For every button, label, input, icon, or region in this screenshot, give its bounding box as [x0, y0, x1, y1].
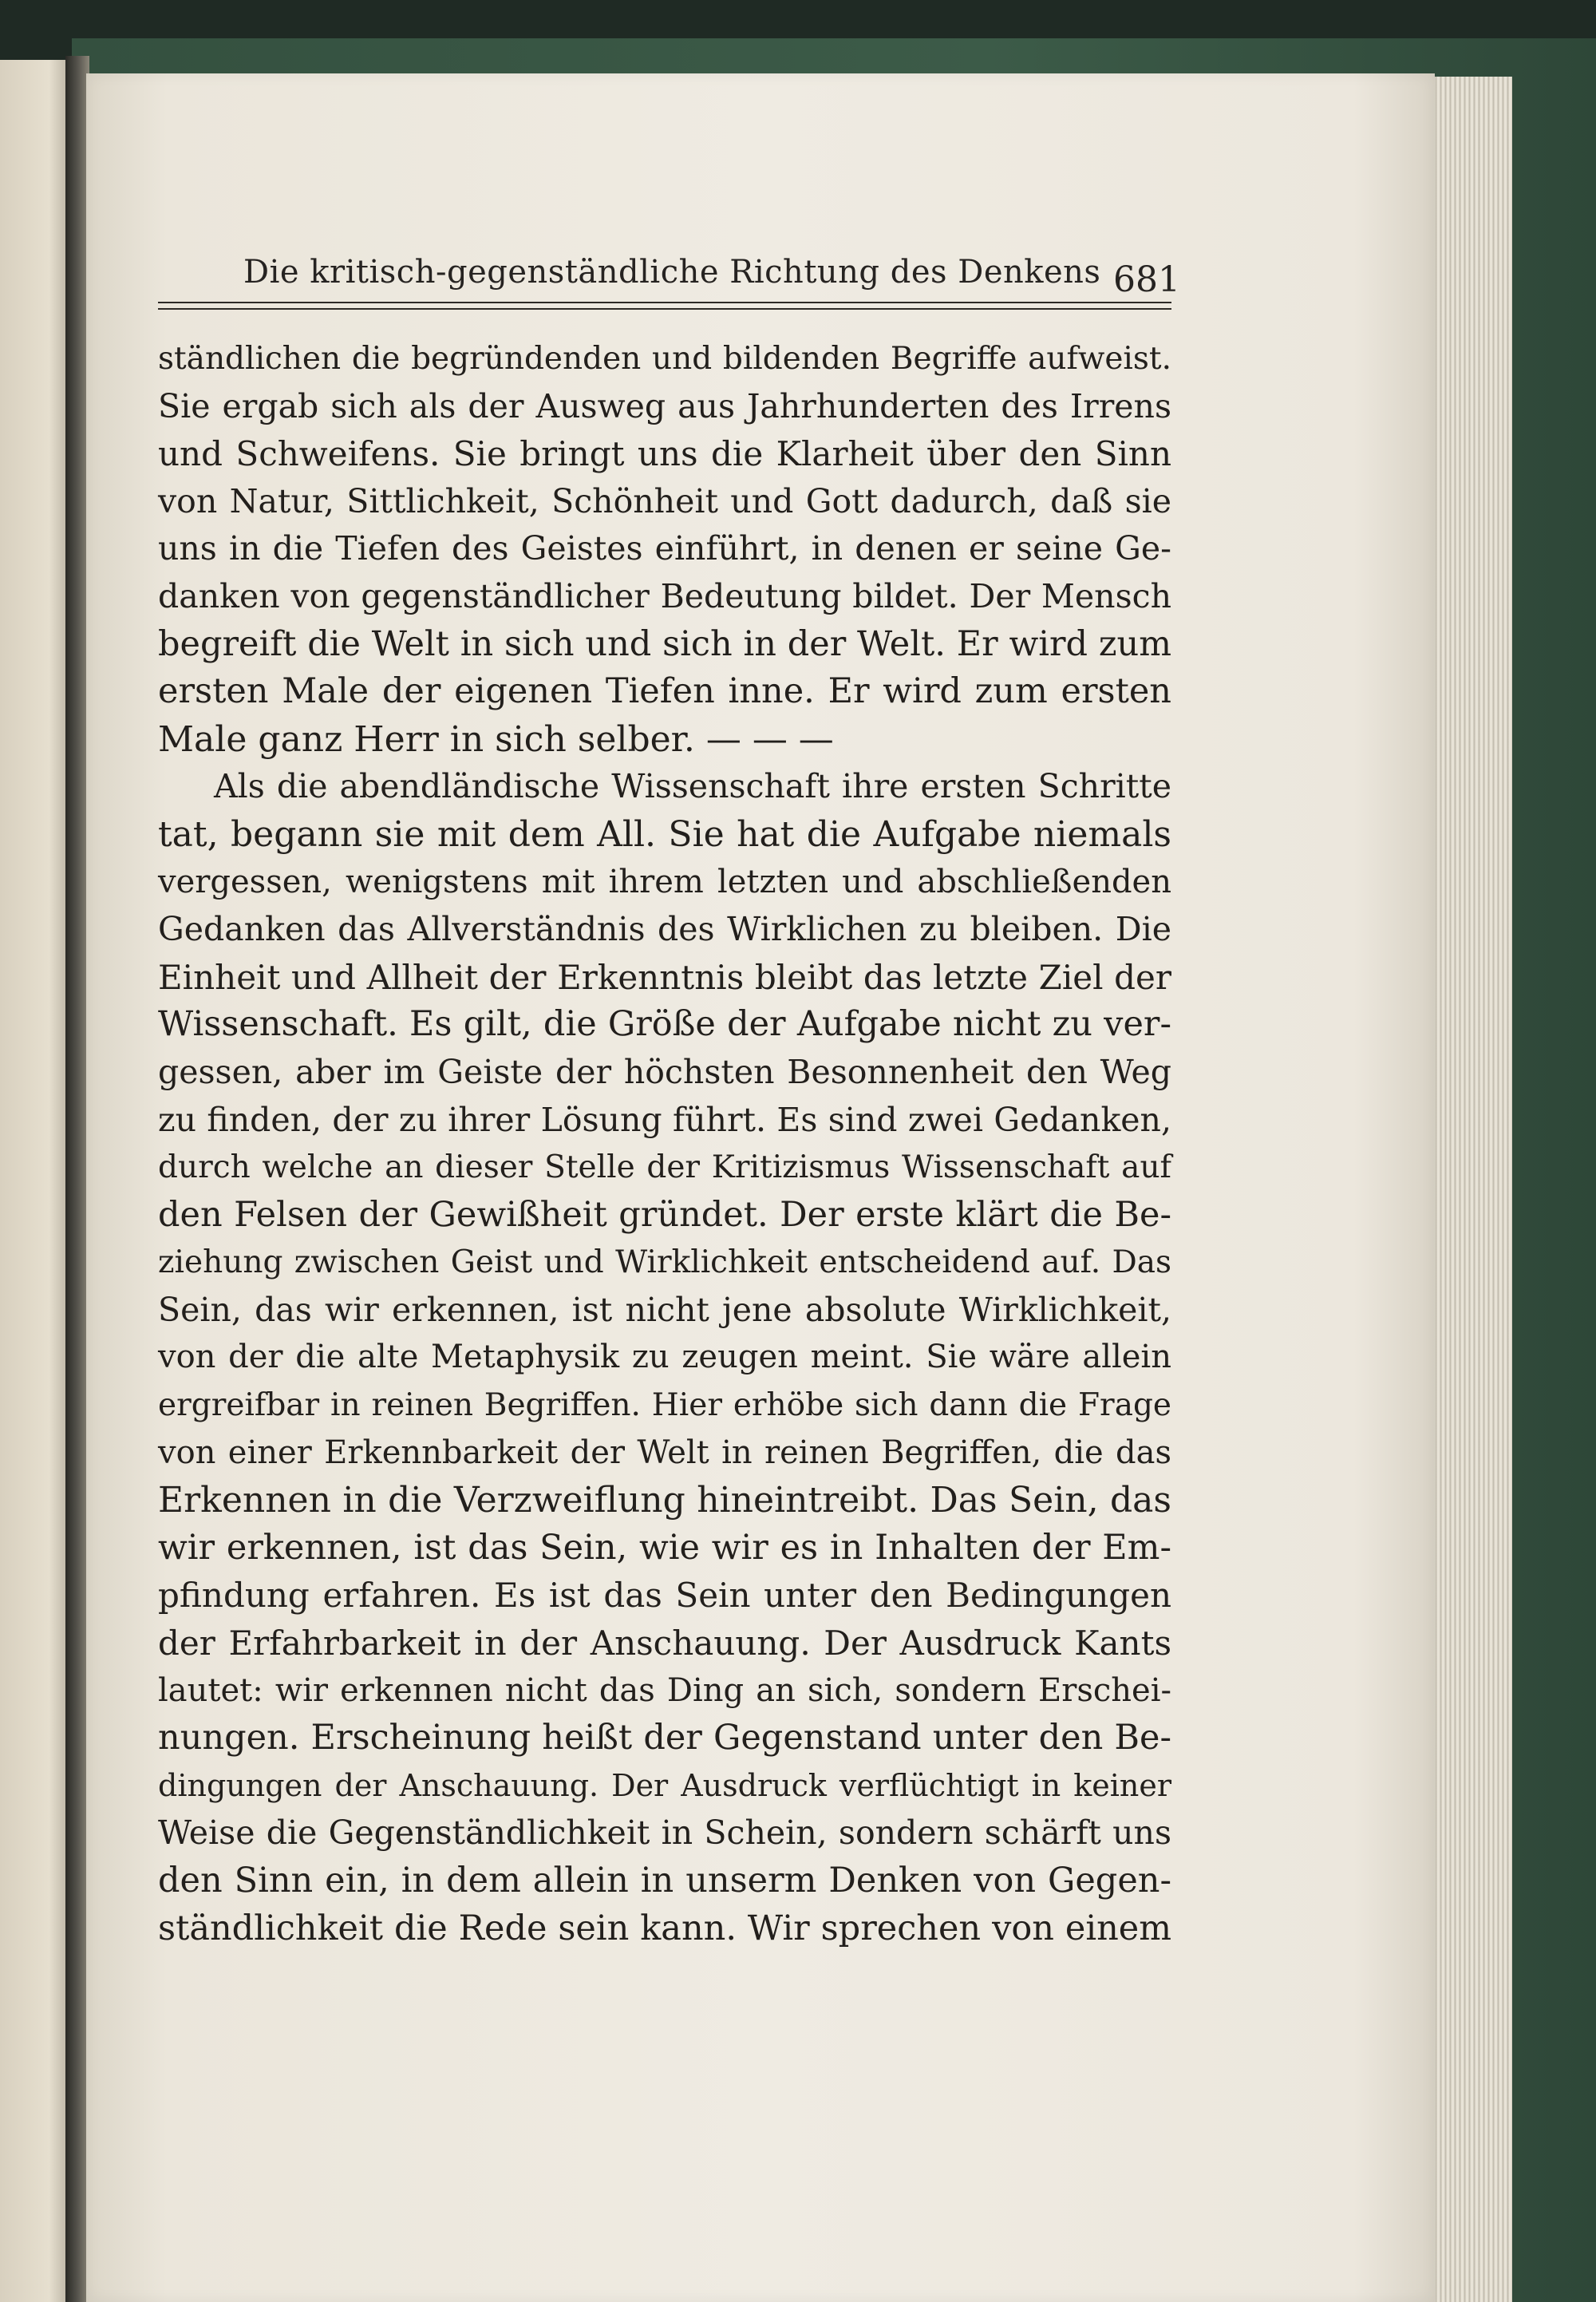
header-rule-top	[158, 302, 1171, 303]
text-line: ständlichkeit die Rede sein kann. Wir sprechen von einem	[158, 1908, 1171, 1948]
text-line: wir erkennen, ist das Sein, wie wir es in Inhalten der Em-	[158, 1527, 1171, 1568]
text-line: dingungen der Anschauung. Der Ausdruck verflüchtigt in keiner	[158, 1767, 1171, 1803]
text-line: von Natur, Sittlichkeit, Schönheit und Gott dadurch, daß sie	[158, 481, 1171, 520]
text-line: lautet: wir erkennen nicht das Ding an sich, sondern Erschei-	[158, 1671, 1171, 1709]
running-title: Die kritisch-gegenständliche Richtung des Denkens	[243, 254, 1101, 291]
text-line: nungen. Erscheinung heißt der Gegenstand unter den Be-	[158, 1718, 1171, 1758]
text-line: gessen, aber im Geiste der höchsten Besonnenheit den Weg	[158, 1052, 1171, 1091]
text-line: pfindung erfahren. Es ist das Sein unter den Bedingungen	[158, 1576, 1171, 1616]
text-line: Sein, das wir erkennen, ist nicht jene absolute Wirklichkeit,	[158, 1290, 1171, 1329]
header-rule-bottom	[158, 308, 1171, 310]
text-line: und Schweifens. Sie bringt uns die Klarheit über den Sinn	[158, 434, 1171, 474]
text-line: von einer Erkennbarkeit der Welt in reinen Begriffen, die das	[158, 1434, 1171, 1471]
text-line: begreift die Welt in sich und sich in der Welt. Er wird zum	[158, 623, 1171, 664]
text-line: zu finden, der zu ihrer Lösung führt. Es sind zwei Gedanken,	[158, 1100, 1171, 1139]
text-line: Erkennen in die Verzweiflung hineintreibt. Das Sein, das	[158, 1480, 1171, 1521]
text-line: Einheit und Allheit der Erkenntnis bleibt das letzte Ziel der	[158, 957, 1171, 997]
text-line: danken von gegenständlicher Bedeutung bildet. Der Mensch	[158, 576, 1171, 615]
text-line: den Felsen der Gewißheit gründet. Der erste klärt die Be-	[158, 1194, 1171, 1235]
text-line: tat, begann sie mit dem All. Sie hat die Aufgabe niemals	[158, 813, 1171, 855]
page-number: 681	[1113, 259, 1180, 300]
text-line: ersten Male der eigenen Tiefen inne. Er wird zum ersten	[158, 671, 1171, 712]
text-line: Weise die Gegenständlichkeit in Schein, sondern schärft uns	[158, 1814, 1171, 1853]
text-line: Male ganz Herr in sich selber. — — —	[158, 718, 834, 760]
text-line: den Sinn ein, in dem allein in unserm Denken von Gegen-	[158, 1861, 1171, 1901]
text-line: der Erfahrbarkeit in der Anschauung. Der Ausdruck Kants	[158, 1624, 1171, 1663]
text-line: ziehung zwischen Geist und Wirklichkeit entscheidend auf. Das	[158, 1244, 1171, 1281]
text-line: vergessen, wenigstens mit ihrem letzten und abschließenden	[158, 863, 1171, 900]
text-line: Als die abendländische Wissenschaft ihre ersten Schritte	[214, 767, 1171, 806]
text-line: durch welche an dieser Stelle der Kritizismus Wissenschaft auf	[158, 1149, 1171, 1186]
facing-page-edge	[0, 60, 70, 2302]
text-line: ergreifbar in reinen Begriffen. Hier erhöbe sich dann die Frage	[158, 1387, 1171, 1424]
page-stack-edges	[1432, 77, 1512, 2302]
text-line: Wissenschaft. Es gilt, die Größe der Aufgabe nicht zu ver-	[158, 1004, 1171, 1045]
body-text	[158, 335, 1171, 1952]
text-line: von der die alte Metaphysik zu zeugen meint. Sie wäre allein	[158, 1339, 1171, 1376]
text-line: ständlichen die begründenden und bildenden Begriffe aufweist.	[158, 341, 1171, 377]
text-line: Sie ergab sich als der Ausweg aus Jahrhunderten des Irrens	[158, 386, 1171, 425]
text-line: uns in die Tiefen des Geistes einführt, in denen er seine Ge-	[158, 529, 1171, 568]
text-line: Gedanken das Allverständnis des Wirklichen zu bleiben. Die	[158, 910, 1171, 949]
